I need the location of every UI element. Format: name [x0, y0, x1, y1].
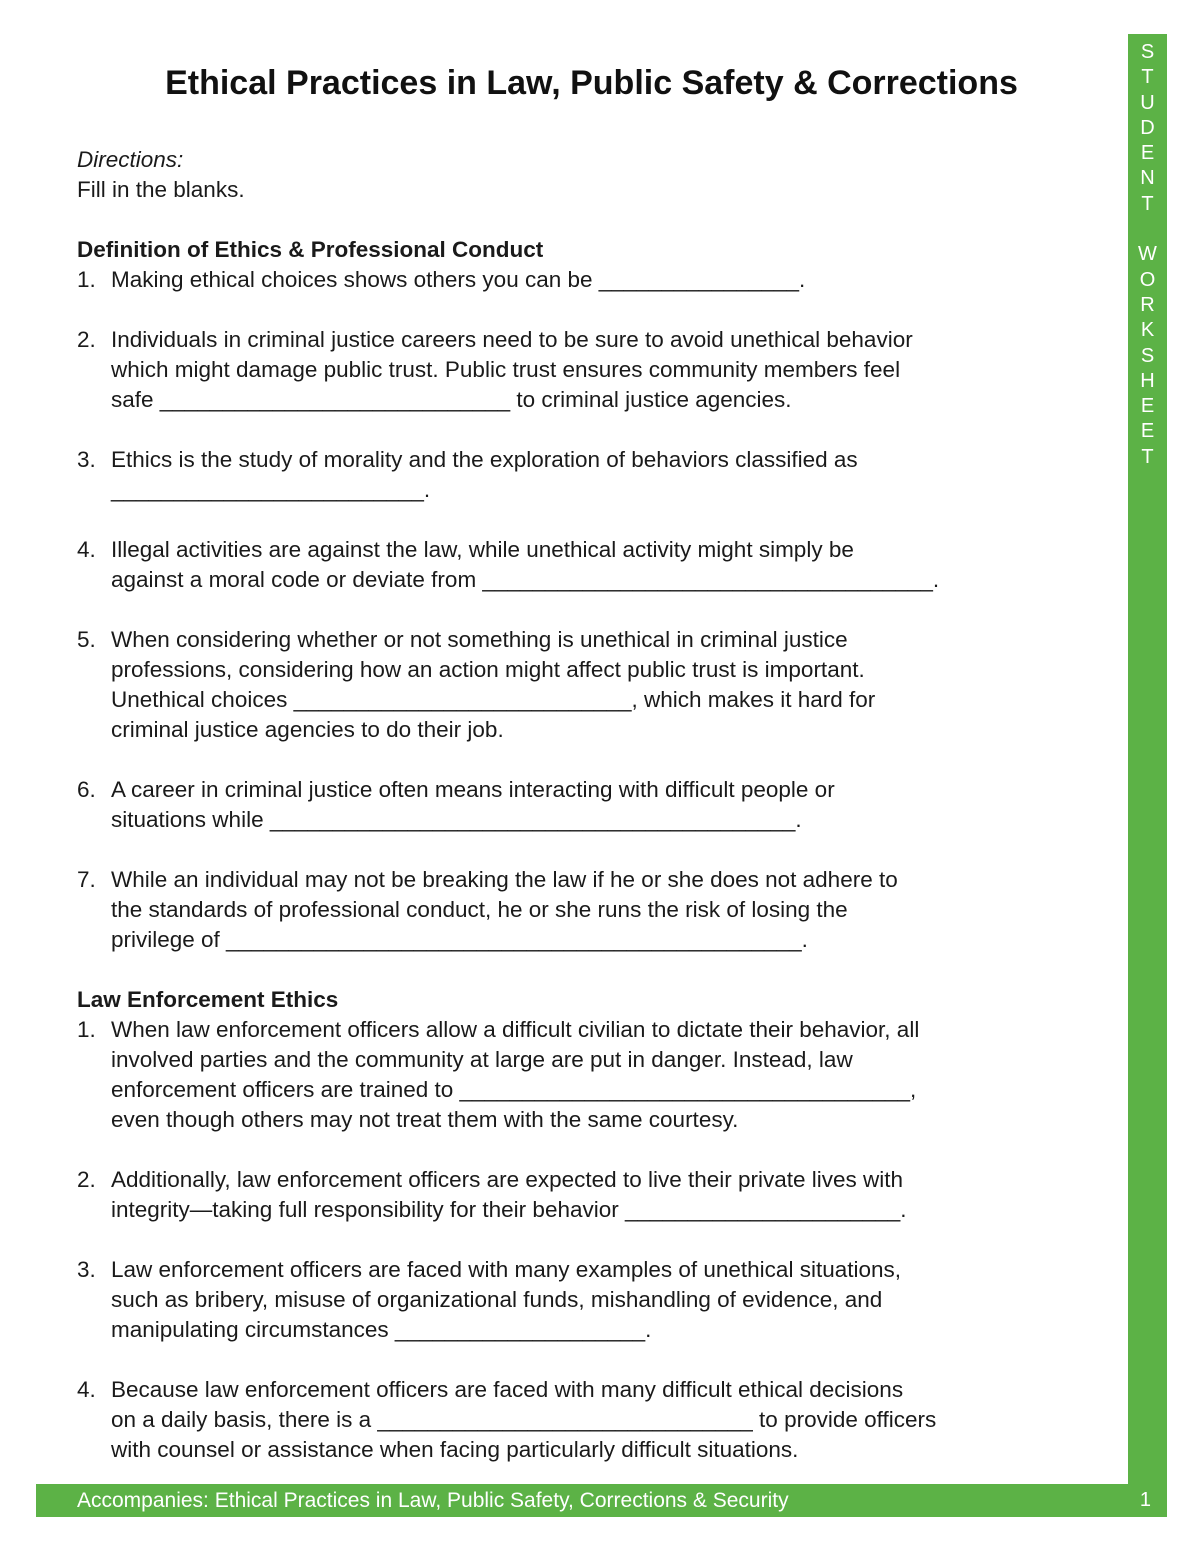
side-label-letter: K [1140, 319, 1155, 342]
question-line: When considering whether or not something is unethical in criminal justice [111, 627, 848, 652]
question-text [111, 445, 1117, 505]
directions-heading: Directions: [77, 147, 184, 172]
side-label-letter: N [1140, 167, 1155, 190]
footer-bar [36, 1484, 1167, 1517]
side-label-letter: U [1140, 91, 1155, 114]
side-label-letter: T [1141, 192, 1154, 215]
worksheet-sections [77, 235, 1117, 1465]
question-number: 6. [77, 777, 96, 802]
question-text [111, 865, 1117, 955]
question-line: situations while __________________________________________. [111, 807, 802, 832]
question-line: professions, considering how an action might affect public trust is important. [111, 657, 865, 682]
question-line: When law enforcement officers allow a difficult civilian to dictate their behavior, all [111, 1017, 920, 1042]
question-line: _________________________. [111, 477, 431, 502]
section-heading: Definition of Ethics & Professional Conduct [77, 237, 544, 262]
side-label-letter: T [1141, 66, 1154, 89]
question-line: safe ____________________________ to criminal justice agencies. [111, 387, 792, 412]
footer-text: Accompanies: Ethical Practices in Law, Public Safety, Corrections & Security [77, 1489, 789, 1512]
question-number: 2. [77, 1167, 96, 1192]
question-text [111, 775, 1117, 835]
question-item [77, 535, 1117, 595]
side-label-letter: O [1139, 268, 1156, 291]
question-number: 4. [77, 537, 96, 562]
side-label-letter: D [1140, 116, 1155, 139]
question-item [77, 325, 1117, 415]
section-heading: Law Enforcement Ethics [77, 987, 339, 1012]
question-item [77, 445, 1117, 505]
question-line: privilege of ______________________________________________. [111, 927, 808, 952]
question-line: Because law enforcement officers are faced with many difficult ethical decisions [111, 1377, 904, 1402]
question-line: against a moral code or deviate from ____________________________________. [111, 567, 940, 592]
question-line: on a daily basis, there is a ______________________________ to provide officers [111, 1407, 937, 1432]
worksheet-title: Ethical Practices in Law, Public Safety & Corrections [165, 64, 1018, 102]
question-number: 1. [77, 267, 96, 292]
question-number: 7. [77, 867, 96, 892]
question-item [77, 625, 1117, 745]
question-line: While an individual may not be breaking the law if he or she does not adhere to [111, 867, 898, 892]
question-text [111, 625, 1117, 745]
question-line: Additionally, law enforcement officers are expected to live their private lives with [111, 1167, 904, 1192]
directions-text: Fill in the blanks. [77, 177, 245, 202]
side-label-letter: E [1140, 420, 1155, 443]
side-label-letter: S [1140, 344, 1155, 367]
question-item [77, 1375, 1117, 1465]
question-text [111, 1165, 1117, 1225]
question-number: 5. [77, 627, 96, 652]
student-worksheet-strip [1128, 34, 1167, 1484]
question-line: Law enforcement officers are faced with many examples of unethical situations, [111, 1257, 901, 1282]
worksheet-body [77, 145, 1117, 1465]
question-line: Illegal activities are against the law, while unethical activity might simply be [111, 537, 854, 562]
question-text [111, 1015, 1117, 1135]
side-label-letter: R [1140, 293, 1155, 316]
question-item [77, 1165, 1117, 1225]
question-line: integrity—taking full responsibility for their behavior ______________________. [111, 1197, 907, 1222]
question-number: 4. [77, 1377, 96, 1402]
question-item [77, 865, 1117, 955]
question-item [77, 265, 1117, 295]
side-label-letter: E [1140, 142, 1155, 165]
question-line: the standards of professional conduct, he or she runs the risk of losing the [111, 897, 848, 922]
question-line: with counsel or assistance when facing particularly difficult situations. [111, 1437, 799, 1462]
question-text [111, 1255, 1117, 1345]
question-text [111, 535, 1117, 595]
question-number: 2. [77, 327, 96, 352]
question-line: Individuals in criminal justice careers need to be sure to avoid unethical behavior [111, 327, 913, 352]
question-line: criminal justice agencies to do their job. [111, 717, 504, 742]
side-label-letter: H [1140, 369, 1155, 392]
question-item [77, 1015, 1117, 1135]
question-item [77, 775, 1117, 835]
question-text [111, 265, 1117, 295]
question-number: 3. [77, 447, 96, 472]
side-label-letter: W [1138, 243, 1157, 266]
question-number: 1. [77, 1017, 96, 1042]
question-text [111, 1375, 1117, 1465]
question-line: A career in criminal justice often means interacting with difficult people or [111, 777, 835, 802]
question-line: Making ethical choices shows others you can be ________________. [111, 267, 806, 292]
question-line: Ethics is the study of morality and the exploration of behaviors classified as [111, 447, 858, 472]
question-line: Unethical choices ___________________________, which makes it hard for [111, 687, 876, 712]
question-text [111, 325, 1117, 415]
question-line: which might damage public trust. Public trust ensures community members feel [111, 357, 901, 382]
question-line: involved parties and the community at large are put in danger. Instead, law [111, 1047, 853, 1072]
side-label-letter: T [1141, 445, 1154, 468]
question-number: 3. [77, 1257, 96, 1282]
question-line: even though others may not treat them with the same courtesy. [111, 1107, 739, 1132]
question-line: such as bribery, misuse of organizational funds, mishandling of evidence, and [111, 1287, 883, 1312]
question-line: manipulating circumstances ____________________. [111, 1317, 652, 1342]
page-number: 1 [1139, 1489, 1151, 1511]
question-item [77, 1255, 1117, 1345]
side-label-letter: E [1140, 395, 1155, 418]
side-label-letter: S [1140, 41, 1155, 63]
side-label [1128, 40, 1167, 470]
question-line: enforcement officers are trained to ____________________________________, [111, 1077, 917, 1102]
